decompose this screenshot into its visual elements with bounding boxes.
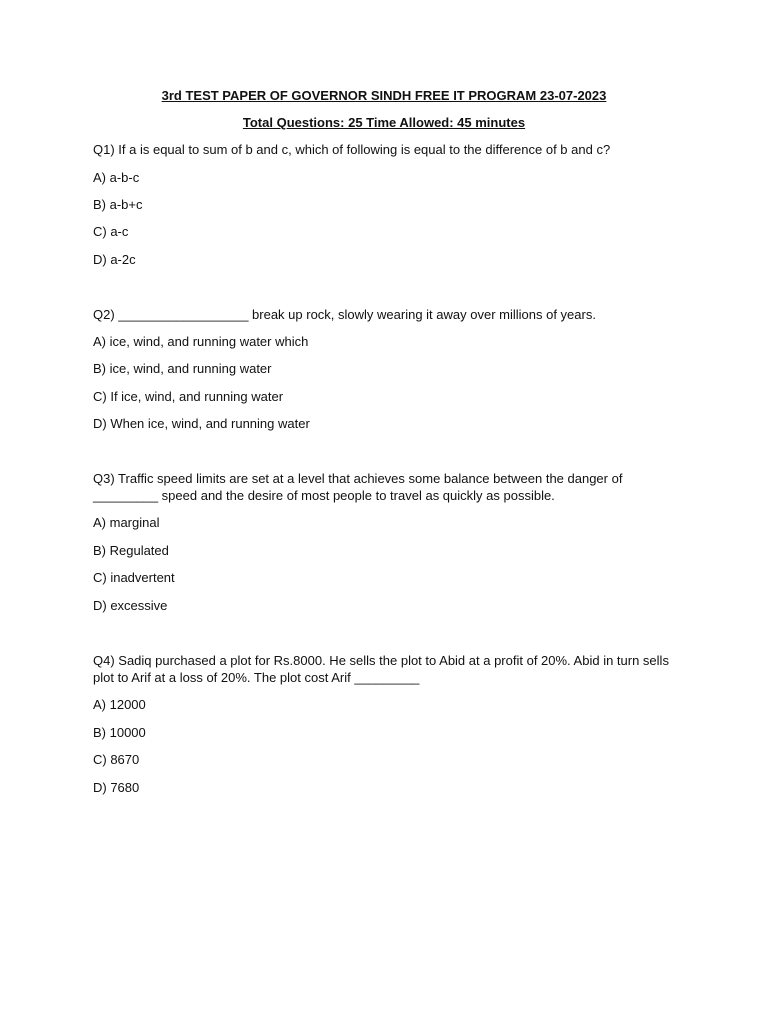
question-3-option-c: C) inadvertent [93,570,175,585]
question-4-text-line-1: Q4) Sadiq purchased a plot for Rs.8000. He sells the plot to Abid at a profit of 20%. Abid in turn sells [93,653,669,668]
question-1-option-a: A) a-b-c [93,170,140,185]
question-3-option-d: D) excessive [93,598,168,613]
question-1-option-b: B) a-b+c [93,197,143,212]
question-4-option-a: A) 12000 [93,697,146,712]
question-2-text: Q2) __________________ break up rock, slowly wearing it away over millions of years. [93,307,596,322]
question-1-option-d: D) a-2c [93,252,136,267]
question-2-option-a: A) ice, wind, and running water which [93,334,309,349]
question-2-option-b: B) ice, wind, and running water [93,361,272,376]
question-4-option-c: C) 8670 [93,752,140,767]
question-3-text-line-1: Q3) Traffic speed limits are set at a level that achieves some balance between the danger of [93,471,623,486]
question-4-option-b: B) 10000 [93,725,146,740]
page-title: 3rd TEST PAPER OF GOVERNOR SINDH FREE IT PROGRAM 23-07-2023 [161,88,607,103]
question-4-option-d: D) 7680 [93,780,140,795]
page-subtitle: Total Questions: 25 Time Allowed: 45 minutes [242,115,526,130]
question-3-text-line-2: _________ speed and the desire of most people to travel as quickly as possible. [93,488,555,503]
question-3-option-b: B) Regulated [93,543,169,558]
question-1-text: Q1) If a is equal to sum of b and c, which of following is equal to the difference of b and c? [93,142,611,157]
question-4-text-line-2: plot to Arif at a loss of 20%. The plot cost Arif _________ [93,670,420,685]
question-2-option-c: C) If ice, wind, and running water [93,389,284,404]
question-2-option-d: D) When ice, wind, and running water [93,416,310,431]
question-1-option-c: C) a-c [93,224,129,239]
question-3-option-a: A) marginal [93,515,160,530]
